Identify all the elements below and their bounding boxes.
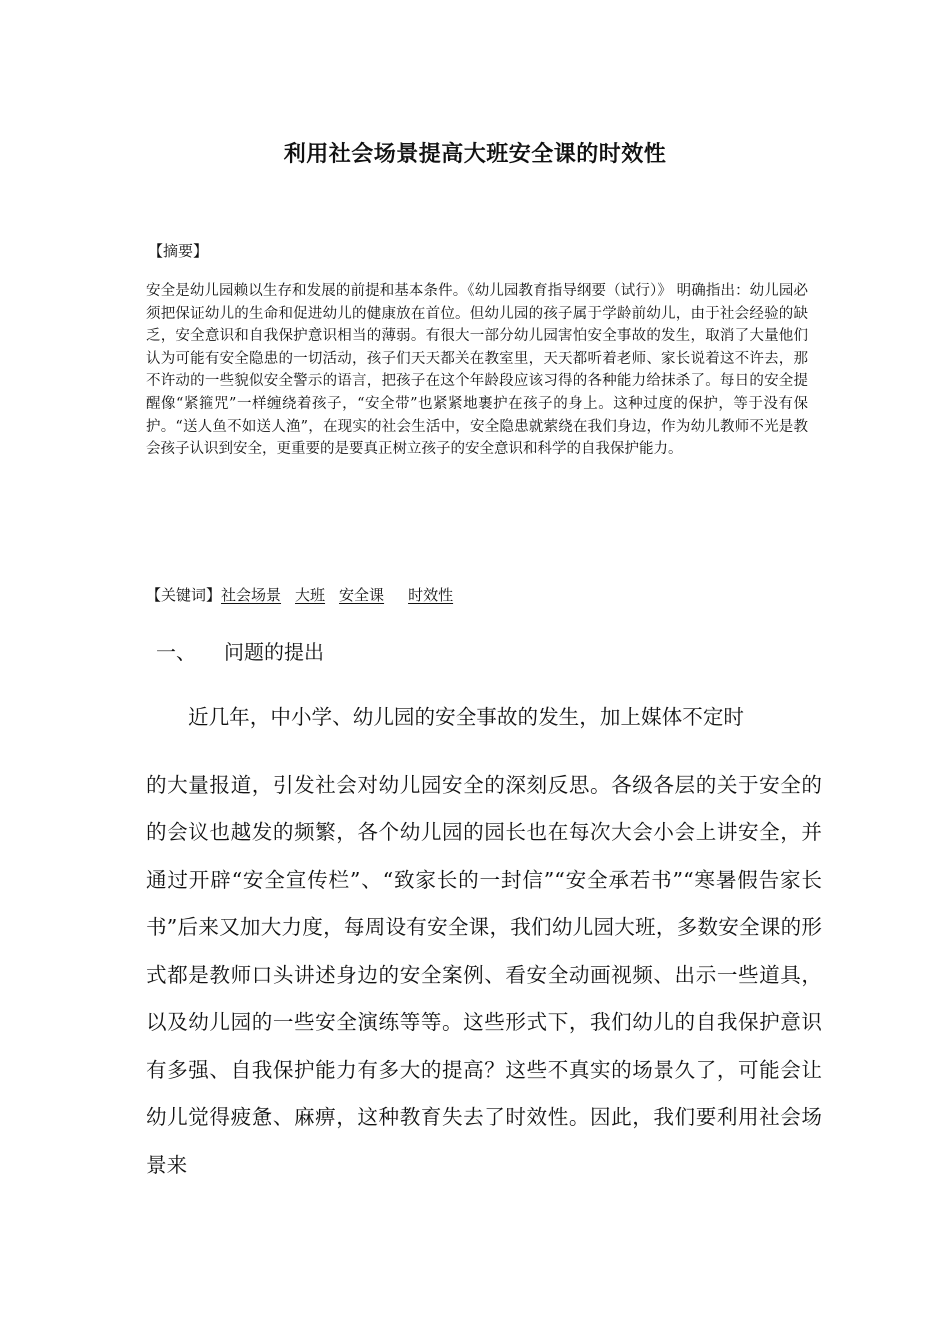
keywords-label: 【关键词】 [146, 586, 222, 604]
keywords-line [146, 584, 453, 605]
body-paragraph [146, 694, 822, 1189]
keyword-item: 时效性 [408, 586, 454, 604]
section-title: 问题的提出 [224, 640, 324, 664]
document-title: 利用社会场景提高大班安全课的时效性 [283, 141, 667, 167]
section-heading [156, 636, 324, 665]
abstract-label: 【摘要】 [148, 242, 209, 260]
section-number: 一、 [156, 640, 196, 664]
keyword-item: 大班 [295, 586, 326, 604]
body-continuation: 的大量报道，引发社会对幼儿园安全的深刻反思。各级各层的关于安全的的会议也越发的频繁，各个幼儿园的园长也在每次大会小会上讲安全，并通过开辟“安全宣传栏”、“致家长的一封信”“安全承若书”“寒暑假告家长书”后来又加大力度，每周设有安全课，我们幼儿园大班，多数安全课的形式都是教师口头讲述身边的安全案例、看安全动画视频、出示一些道具，以及幼儿园的一些安全演练等等。这些形式下，我们幼儿的自我保护意识有多强、自我保护能力有多大的提高？这些不真实的场景久了，可能会让幼儿觉得疲惫、麻痹，这种教育失去了时效性。因此，我们要利用社会场景来 [146, 772, 822, 1177]
body-first-line: 近几年，中小学、幼儿园的安全事故的发生，加上媒体不定时 [188, 705, 745, 729]
keyword-item: 安全课 [339, 586, 385, 604]
keyword-item: 社会场景 [221, 586, 282, 604]
abstract-text: 安全是幼儿园赖以生存和发展的前提和基本条件。《幼儿园教育指导纲要（试行）》 明确指出：幼儿园必须把保证幼儿的生命和促进幼儿的健康放在首位。但幼儿园的孩子属于学龄前幼儿，由于社会经验的缺乏，安全意识和自我保护意识相当的薄弱。有很大一部分幼儿园害怕安全事故的发生，取消了大量他们认为可能有安全隐患的一切活动，孩子们天天都关在教室里，天天都听着老师、家长说着这不许去，那不许动的一些貌似安全警示的语言，把孩子在这个年龄段应该习得的各种能力给抹杀了。每日的安全提醒像“紧箍咒”一样缠绕着孩子，“安全带”也紧紧地裹护在孩子的身上。这种过度的保护，等于没有保护。“送人鱼不如送人渔”，在现实的社会生活中，安全隐患就萦绕在我们身边，作为幼儿教师不光是教会孩子认识到安全，更重要的是要真正树立孩子的安全意识和科学的自我保护能力。 [146, 283, 808, 458]
